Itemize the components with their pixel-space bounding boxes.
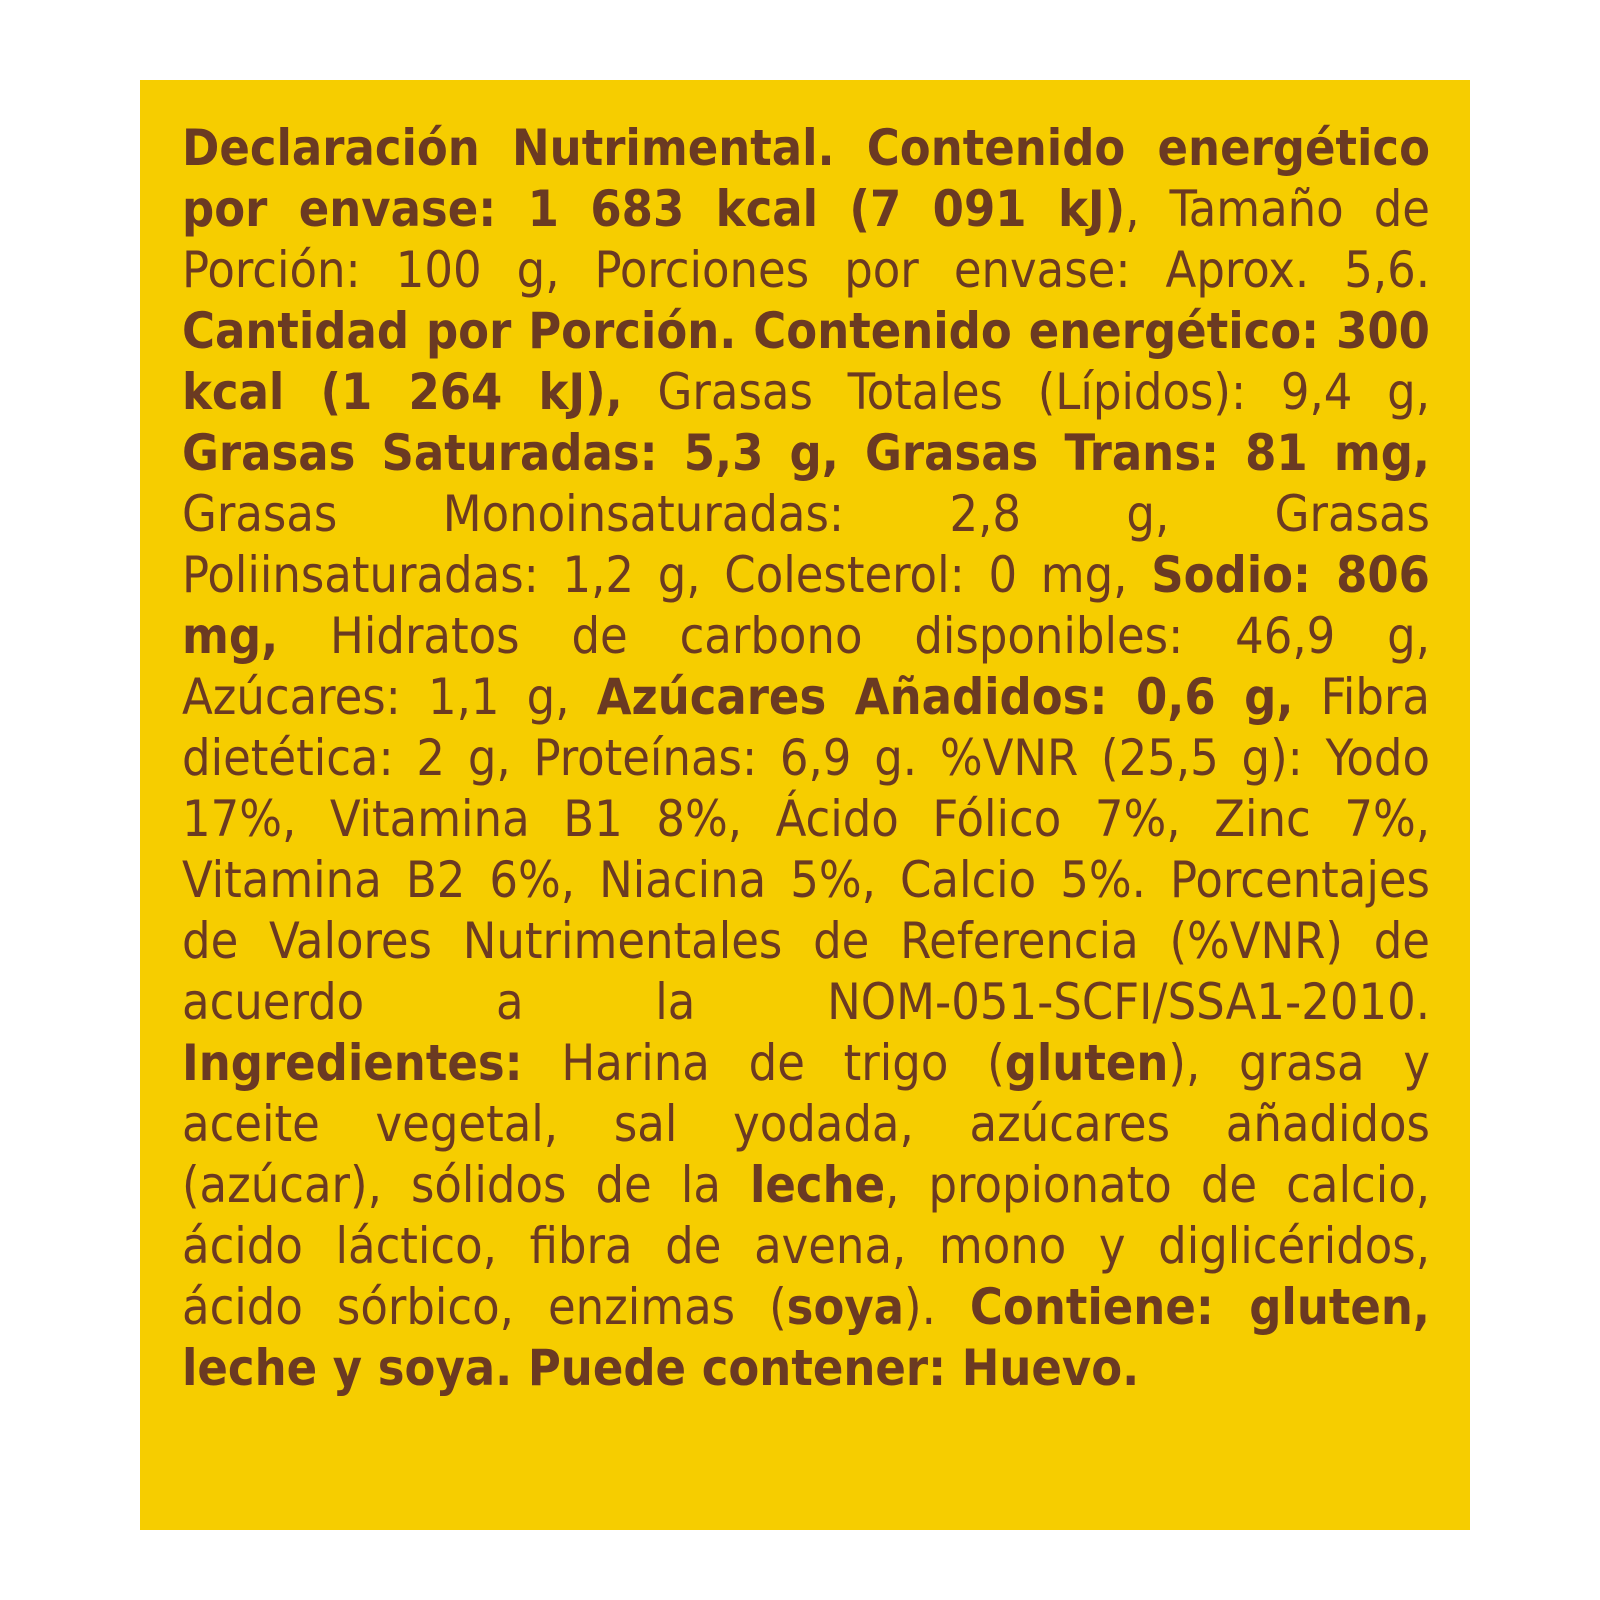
segment: Contiene: gluten, leche y soya. Puede contener: Huevo. [182,1278,1431,1397]
segment: Declaración Nutrimental. Contenido energético por envase: 1 683 kcal (7 091 kJ) [182,119,1430,238]
segment: gluten [1004,1034,1169,1092]
segment: , propionato de calcio, ácido láctico, fibra de avena, mono y diglicéridos, ácido sórbico, enzimas ( [182,1156,1430,1336]
segment: Azúcares Añadidos: 0,6 g, [596,668,1294,726]
nutrition-label-panel [140,80,1470,1530]
segment: Hidratos de carbono disponibles: 46,9 g, Azúcares: 1,1 g, [182,607,1430,726]
segment: Sodio: 806 mg, [182,546,1430,665]
segment: Grasas Totales (Lípidos): 9,4 g, [622,363,1431,421]
segment: Harina de trigo ( [522,1034,1005,1092]
segment: , Tamaño de Porción: 100 g, Porciones por envase: Aprox. 5,6. [182,180,1430,299]
segment: Ingredientes: [182,1034,523,1092]
segment: soya [786,1278,905,1336]
segment: ). [904,1278,970,1336]
segment: leche [749,1156,886,1214]
segment: Grasas Saturadas: 5,3 g, Grasas Trans: 81 mg, [182,424,1430,482]
nutrition-declaration-text [182,118,1430,1399]
segment: ), grasa y aceite vegetal, sal yodada, azúcares añadidos (azúcar), sólidos de la [182,1034,1430,1214]
segment: Fibra dietética: 2 g, Proteínas: 6,9 g. %VNR (25,5 g): Yodo 17%, Vitamina B1 8%, Ácido Fólico 7%, Zinc 7%, Vitamina B2 6%, Niacina 5%, Calcio 5%. Porcentajes de Valores Nutrimentales de Referencia (%VNR) de acuerdo a la NOM-051-SCFI/SSA1-2010. [182,668,1430,1031]
segment: Grasas Monoinsaturadas: 2,8 g, Grasas Poliinsaturadas: 1,2 g, Colesterol: 0 mg, [182,485,1430,604]
segment: Cantidad por Porción. Contenido energético: 300 kcal (1 264 kJ), [182,302,1430,421]
